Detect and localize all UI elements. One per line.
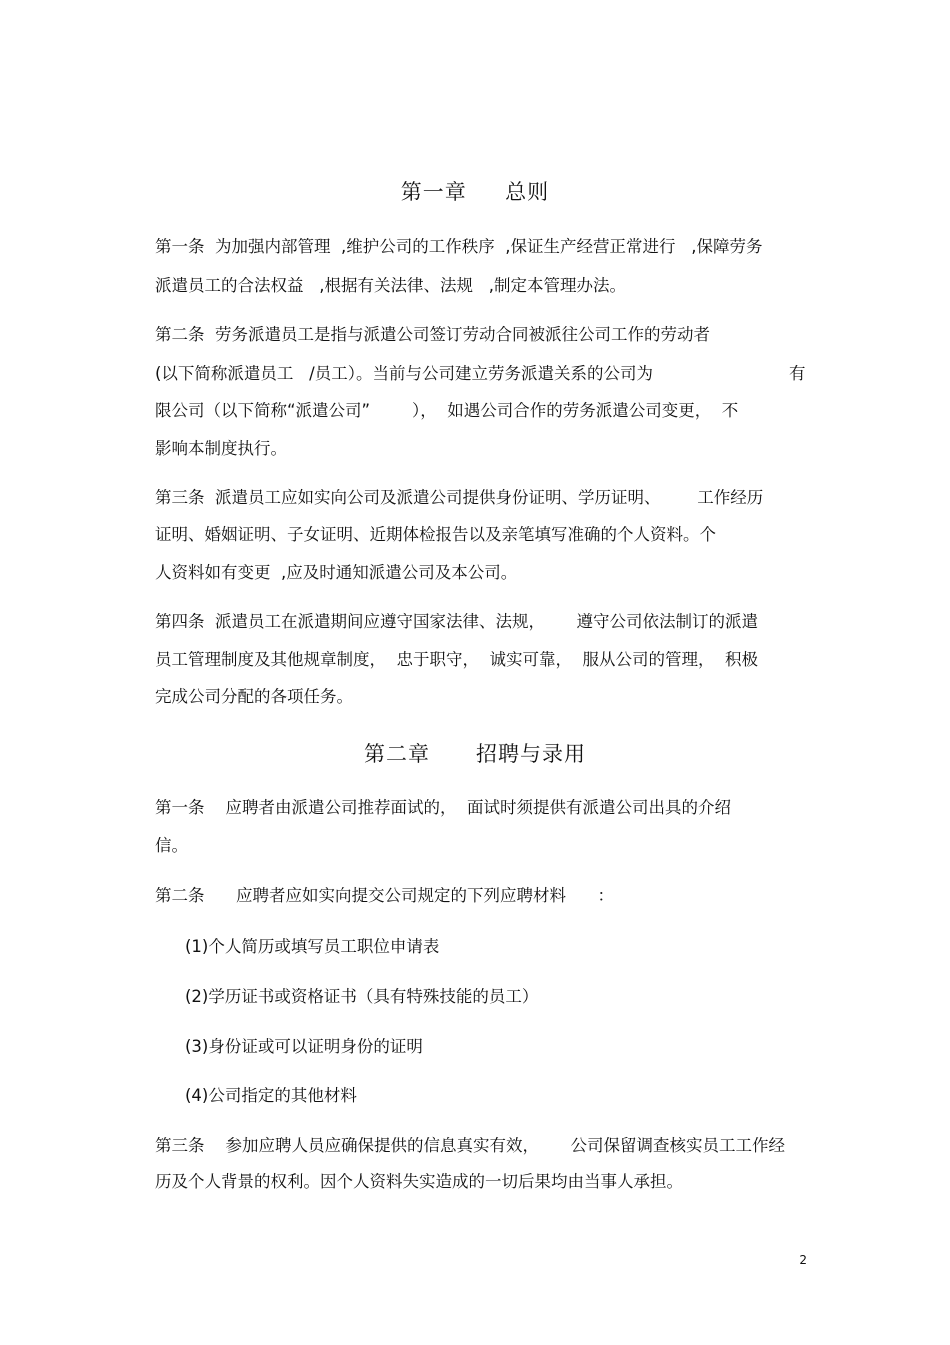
ch2-item-3: (3)身份证或可以证明身份的证明 xyxy=(185,1037,423,1056)
page-number: 2 xyxy=(799,1253,807,1267)
ch1-art1-line2: 派遣员工的合法权益 ,根据有关法律、法规 ,制定本管理办法。 xyxy=(155,276,626,295)
ch1-art2-line2: (以下简称派遣员工 /员工）。当前与公司建立劳务派遣关系的公司为 xyxy=(155,364,653,383)
ch2-item-4: (4)公司指定的其他材料 xyxy=(185,1086,357,1105)
ch2-art2: 第二条 应聘者应如实向提交公司规定的下列应聘材料 ： xyxy=(155,886,614,905)
ch1-art3-line1: 第三条 派遣员工应如实向公司及派遣公司提供身份证明、学历证明、 工作经历 xyxy=(155,488,764,507)
ch2-art3-line1: 第三条 参加应聘人员应确保提供的信息真实有效， 公司保留调查核实员工工作经 xyxy=(155,1136,785,1155)
ch2-item-2: (2)学历证书或资格证书（具有特殊技能的员工） xyxy=(185,987,539,1006)
ch1-art2-line4: 影响本制度执行。 xyxy=(155,439,287,458)
ch2-art1-line2: 信。 xyxy=(155,836,188,855)
ch1-art2-line2-end: 有 xyxy=(789,364,806,383)
ch1-art2-line1: 第二条 劳务派遣员工是指与派遣公司签订劳动合同被派往公司工作的劳动者 xyxy=(155,325,710,344)
chapter-1-title: 第一章 总则 xyxy=(400,180,550,204)
ch1-art2-line3: 限公司（以下简称“派遣公司” ）， 如遇公司合作的劳务派遣公司变更， 不 xyxy=(155,401,739,420)
ch1-art1-line1: 第一条 为加强内部管理 ,维护公司的工作秩序 ,保证生产经营正常进行 ,保障劳务 xyxy=(155,237,763,256)
ch2-item-1: (1)个人简历或填写员工职位申请表 xyxy=(185,937,440,956)
ch1-art4-line2: 员工管理制度及其他规章制度， 忠于职守， 诚实可靠， 服从公司的管理， 积极 xyxy=(155,650,758,669)
ch2-art3-line2: 历及个人背景的权利。因个人资料失实造成的一切后果均由当事人承担。 xyxy=(155,1172,683,1191)
ch1-art4-line3: 完成公司分配的各项任务。 xyxy=(155,687,353,706)
chapter-2-title: 第二章 招聘与录用 xyxy=(363,742,587,766)
ch1-art4-line1: 第四条 派遣员工在派遣期间应遵守国家法律、法规， 遵守公司依法制订的派遣 xyxy=(155,612,758,631)
ch2-art1-line1: 第一条 应聘者由派遣公司推荐面试的， 面试时须提供有派遣公司出具的介绍 xyxy=(155,798,731,817)
ch1-art3-line3: 人资料如有变更 ,应及时通知派遣公司及本公司。 xyxy=(155,563,518,582)
ch1-art3-line2: 证明、婚姻证明、子女证明、近期体检报告以及亲笔填写准确的个人资料。个 xyxy=(155,525,716,544)
